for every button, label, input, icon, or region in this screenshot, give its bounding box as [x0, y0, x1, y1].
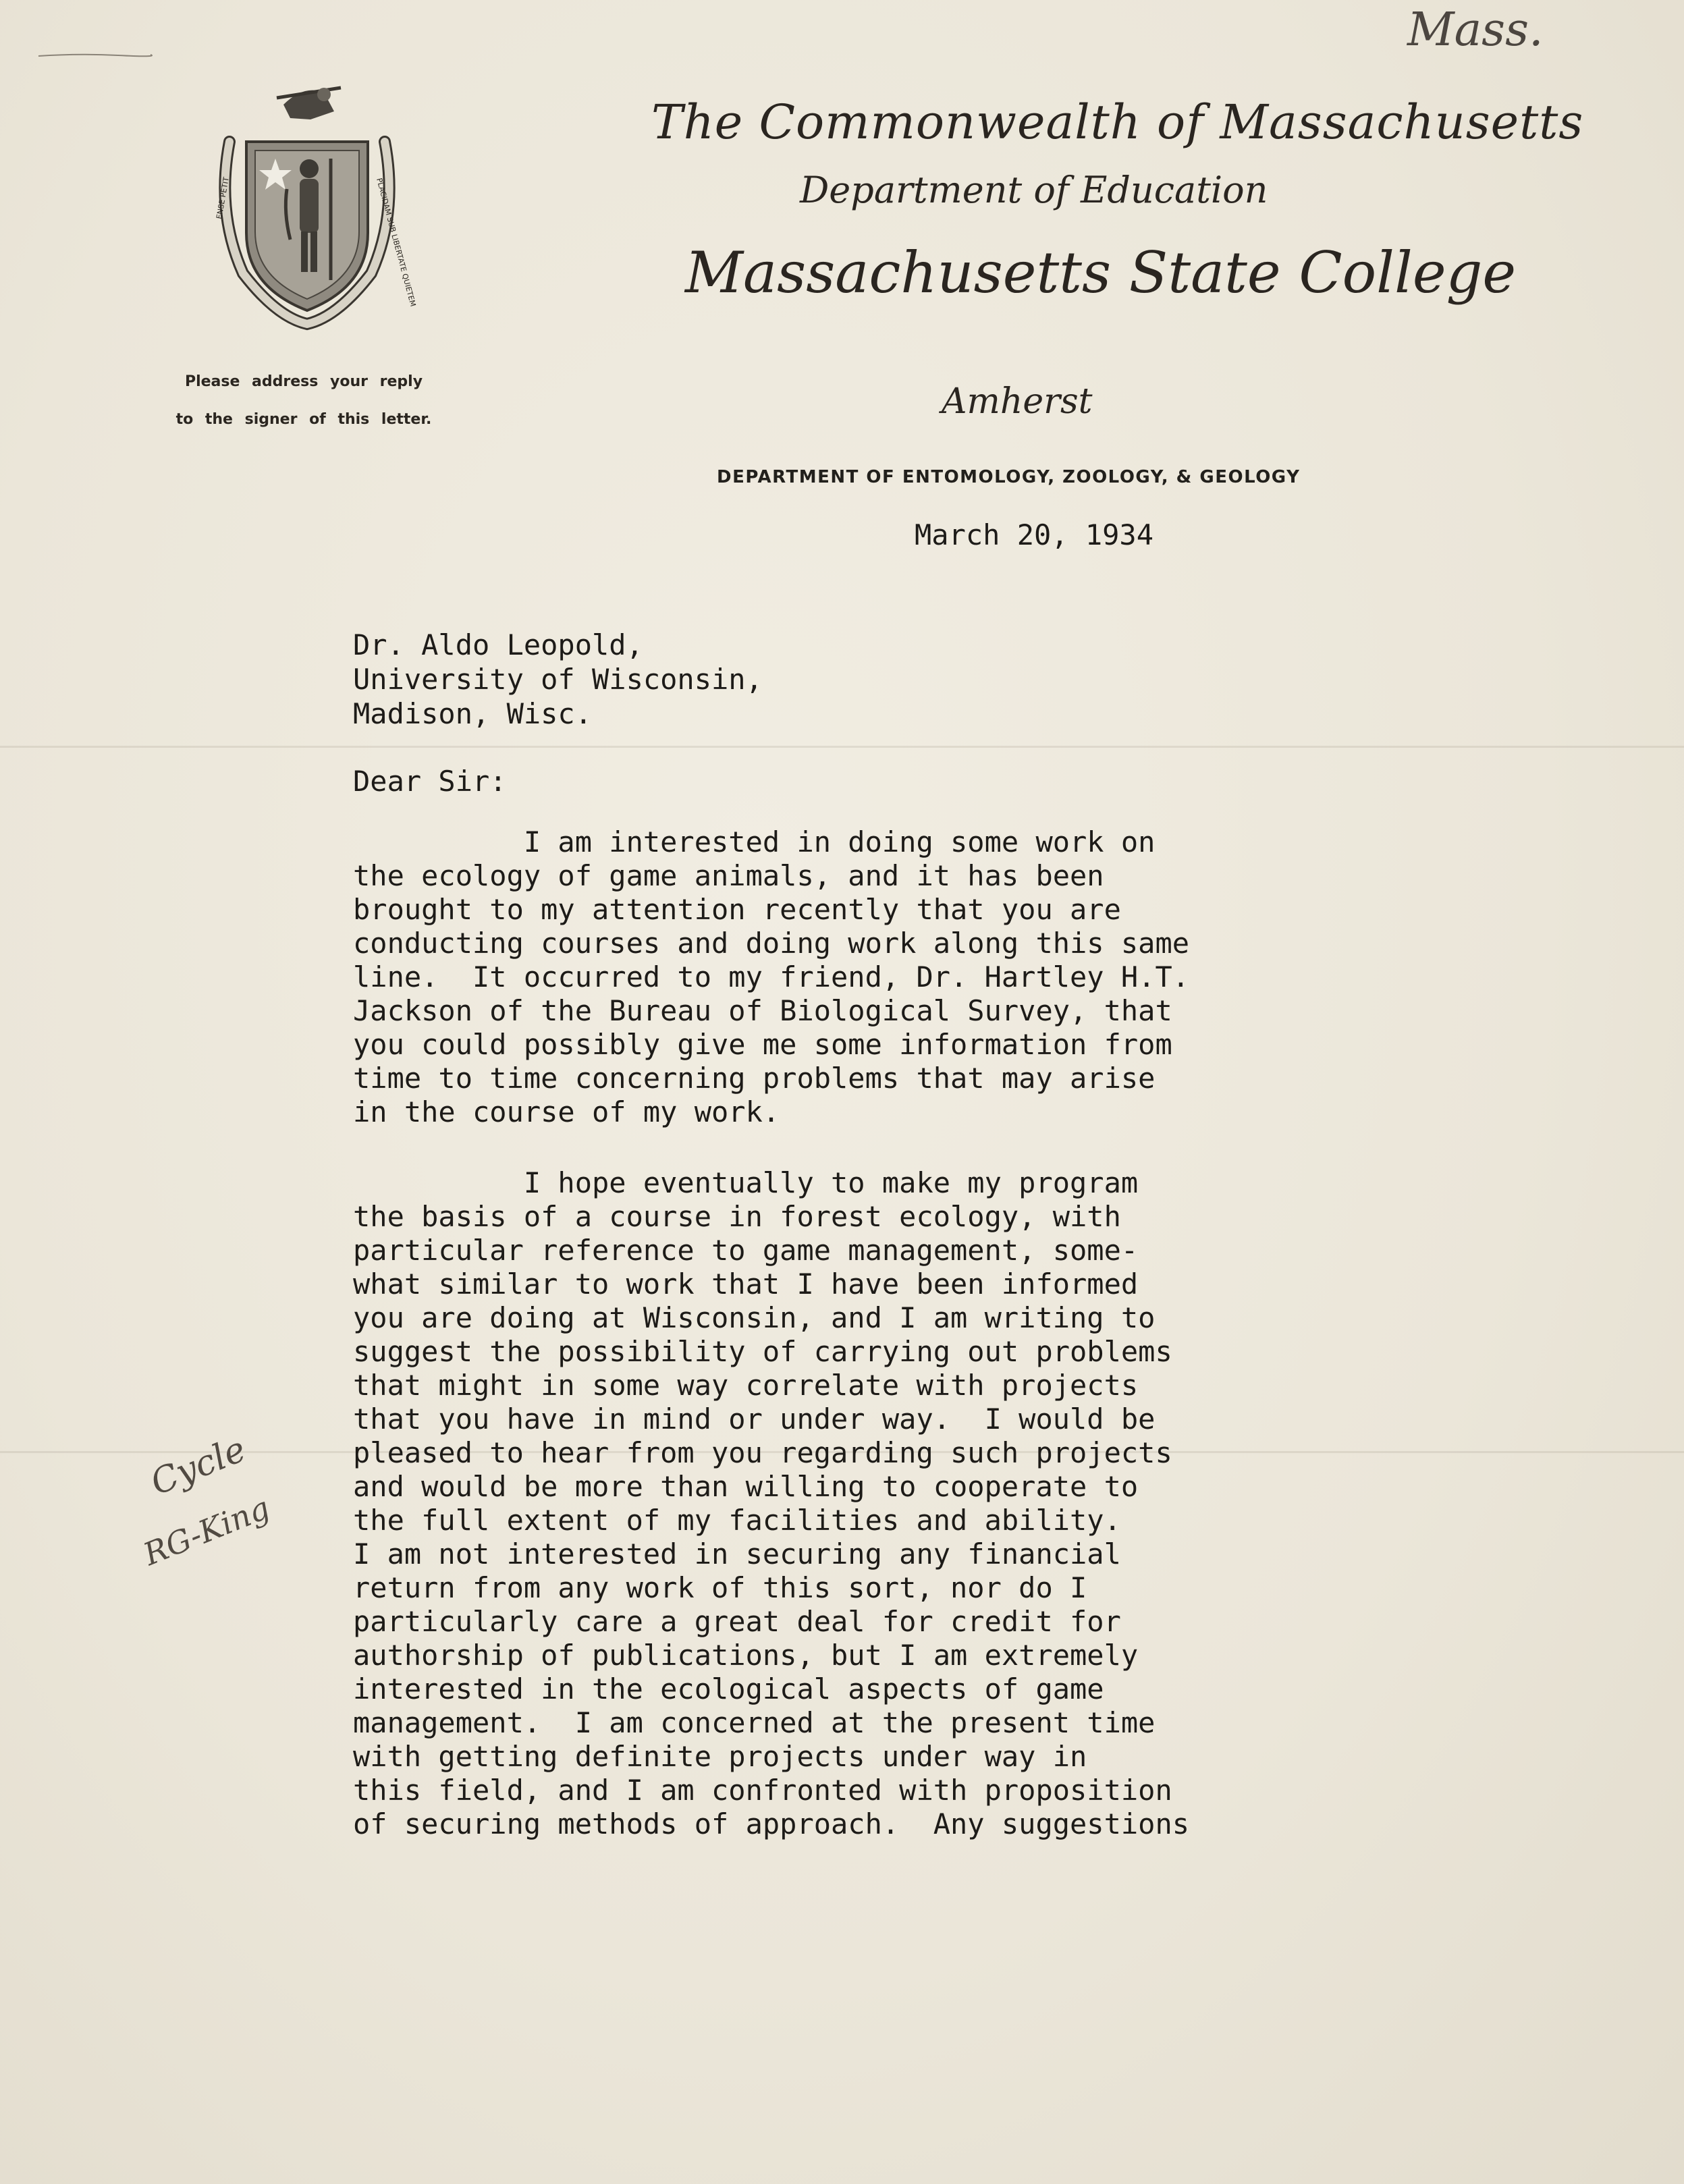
- letterhead-department: Department of Education: [800, 169, 1268, 211]
- pencil-mark: [37, 53, 152, 58]
- handwritten-note-mass: Mass.: [1407, 3, 1544, 57]
- paper-fold-line: [0, 746, 1684, 748]
- letter-date: March 20, 1934: [915, 518, 1154, 551]
- letterhead-college: Massachusetts State College: [685, 240, 1517, 306]
- margin-note-rg-king: RG-King: [138, 1489, 275, 1573]
- seal-motto-left: ENSE PETIT: [215, 176, 231, 220]
- letter-paragraph-1: I am interested in doing some work on the ecology of game animals, and it has been brought to my attention recently that you are conducting courses and doing work along this same line. It occurred to my friend, Dr. Hartley H.T. Jackson of the Bureau of Biological Survey, that you could possibly give me some information from time to time concerning problems that may arise in the course of my work.: [353, 825, 1190, 1128]
- letterhead-commonwealth: The Commonwealth of Massachusetts: [651, 94, 1584, 150]
- reply-note: [135, 363, 472, 439]
- recipient-address: Dr. Aldo Leopold, University of Wisconsin, Madison, Wisc.: [353, 628, 763, 730]
- margin-note-cycle: Cycle: [145, 1429, 252, 1504]
- massachusetts-seal-icon: [202, 78, 418, 327]
- reply-note-line2: to the signer of this letter.: [175, 411, 432, 428]
- letterhead-city: Amherst: [942, 381, 1093, 422]
- reply-note-line1: Please address your reply: [184, 373, 423, 390]
- seal-motto-right: PLACIDAM SUB LIBERTATE QUIETEM: [375, 177, 418, 308]
- letter-paragraph-2: I hope eventually to make my program the basis of a course in forest ecology, with particular reference to game management, some- what similar to work that I have been informed you are doing at Wisconsin, and I am writing to suggest the possibility of carrying out problems that might in some way correlate with projects that you have in mind or under way. I would be pleased to hear from you regarding such projects and would be more than willing to cooperate to the full extent of my facilities and ability. I am not interested in securing any financial return from any work of this sort, nor do I particularly care a great deal for credit for authorship of publications, but I am extremely interested in the ecological aspects of game management. I am concerned at the present time with getting definite projects under way in this field, and I am confronted with proposition of securing methods of approach. Any suggestions: [353, 1166, 1190, 1840]
- salutation: Dear Sir:: [353, 765, 507, 798]
- department-name: DEPARTMENT OF ENTOMOLOGY, ZOOLOGY, & GEOLOGY: [717, 467, 1301, 487]
